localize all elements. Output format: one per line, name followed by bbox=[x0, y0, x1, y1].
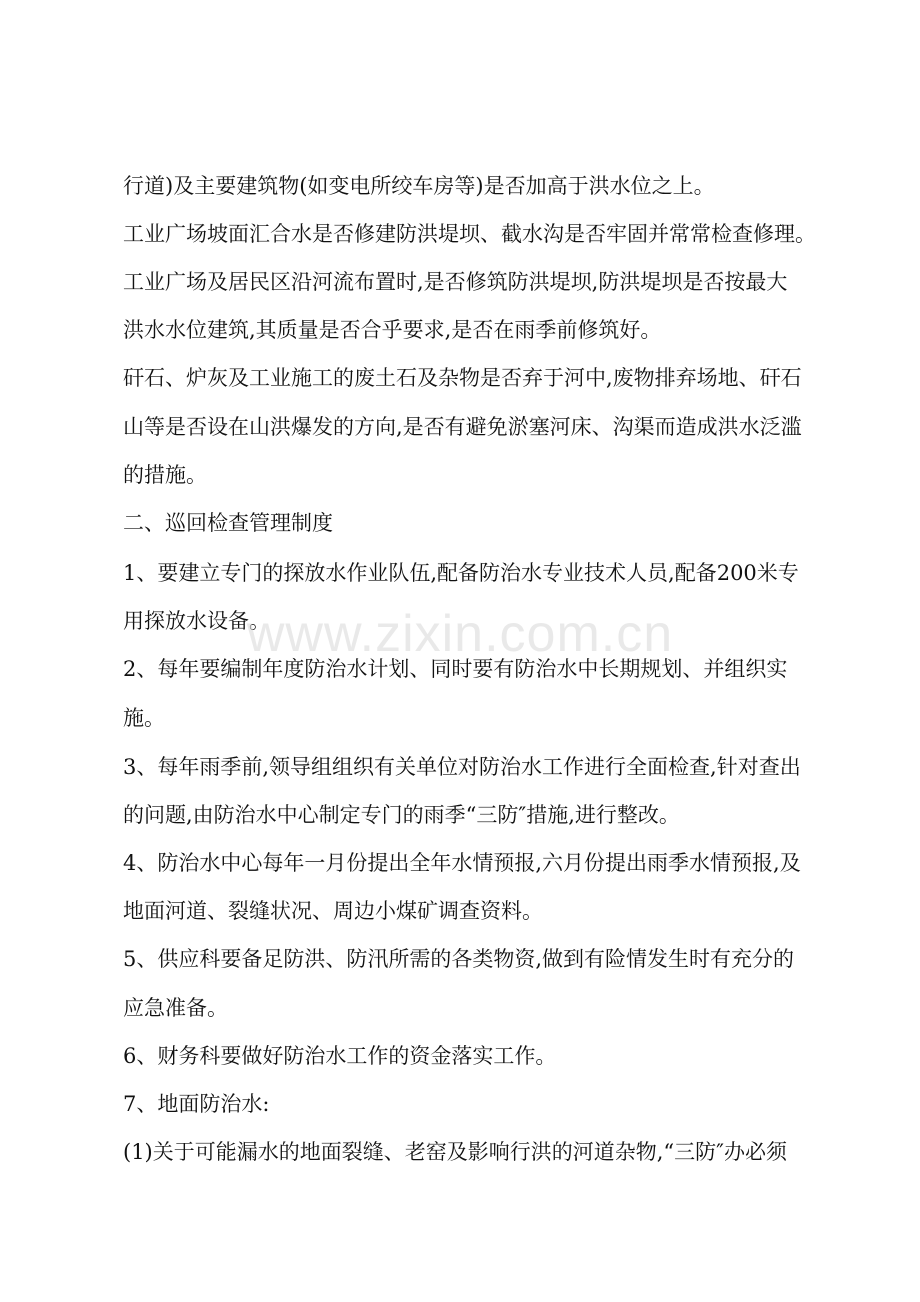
text-line-3: 工业广场及居民区沿河流布置时,是否修筑防洪堤坝,防洪堤坝是否按最大 bbox=[123, 270, 788, 294]
text-line-13: 3、每年雨季前,领导组组织有关单位对防治水工作进行全面检查,针对查出 bbox=[123, 755, 801, 779]
text-line-15: 4、防治水中心每年一月份提出全年水情预报,六月份提出雨季水情预报,及 bbox=[123, 851, 801, 875]
text-line-21: (1)关于可能漏水的地面裂缝、老窑及影响行洪的河道杂物,“三防″办必须 bbox=[123, 1140, 787, 1164]
text-line-11: 2、每年要编制年度防治水计划、同时要有防治水中长期规划、并组织实 bbox=[123, 657, 788, 681]
text-line-6: 山等是否设在山洪爆发的方向,是否有避免淤塞河床、沟渠而造成洪水泛滥 bbox=[123, 415, 802, 439]
text-line-4: 洪水水位建筑,其质量是否合乎要求,是否在雨季前修筑好。 bbox=[123, 318, 662, 342]
text-line-19: 6、财务科要做好防治水工作的资金落实工作。 bbox=[123, 1044, 557, 1068]
text-line-1: 行道)及主要建筑物(如变电所绞车房等)是否加高于洪水位之上。 bbox=[123, 174, 715, 198]
text-line-10: 用探放水设备。 bbox=[123, 609, 270, 633]
text-line-18: 应急准备。 bbox=[123, 996, 228, 1020]
text-line-17: 5、供应科要备足防洪、防汛所需的各类物资,做到有险情发生时有充分的 bbox=[123, 947, 795, 971]
text-line-2: 工业广场坡面汇合水是否修建防洪堤坝、截水沟是否牢固并常常检查修理。 bbox=[123, 222, 816, 246]
text-line-7: 的措施。 bbox=[123, 463, 207, 487]
text-line-5: 矸石、炉灰及工业施工的废土石及杂物是否弃于河中,废物排弃场地、矸石 bbox=[123, 366, 802, 390]
text-line-20: 7、地面防治水: bbox=[123, 1092, 270, 1116]
watermark: www.zixin.com.cn bbox=[246, 605, 674, 663]
text-line-12: 施。 bbox=[123, 706, 165, 730]
text-line-16: 地面河道、裂缝状况、周边小煤矿调查资料。 bbox=[123, 899, 543, 923]
text-line-14: 的问题,由防治水中心制定专门的雨季“三防″措施,进行整改。 bbox=[123, 803, 680, 827]
text-line-9: 1、要建立专门的探放水作业队伍,配备防治水专业技术人员,配备200米专 bbox=[123, 561, 799, 585]
section-heading: 二、巡回检查管理制度 bbox=[123, 511, 333, 535]
